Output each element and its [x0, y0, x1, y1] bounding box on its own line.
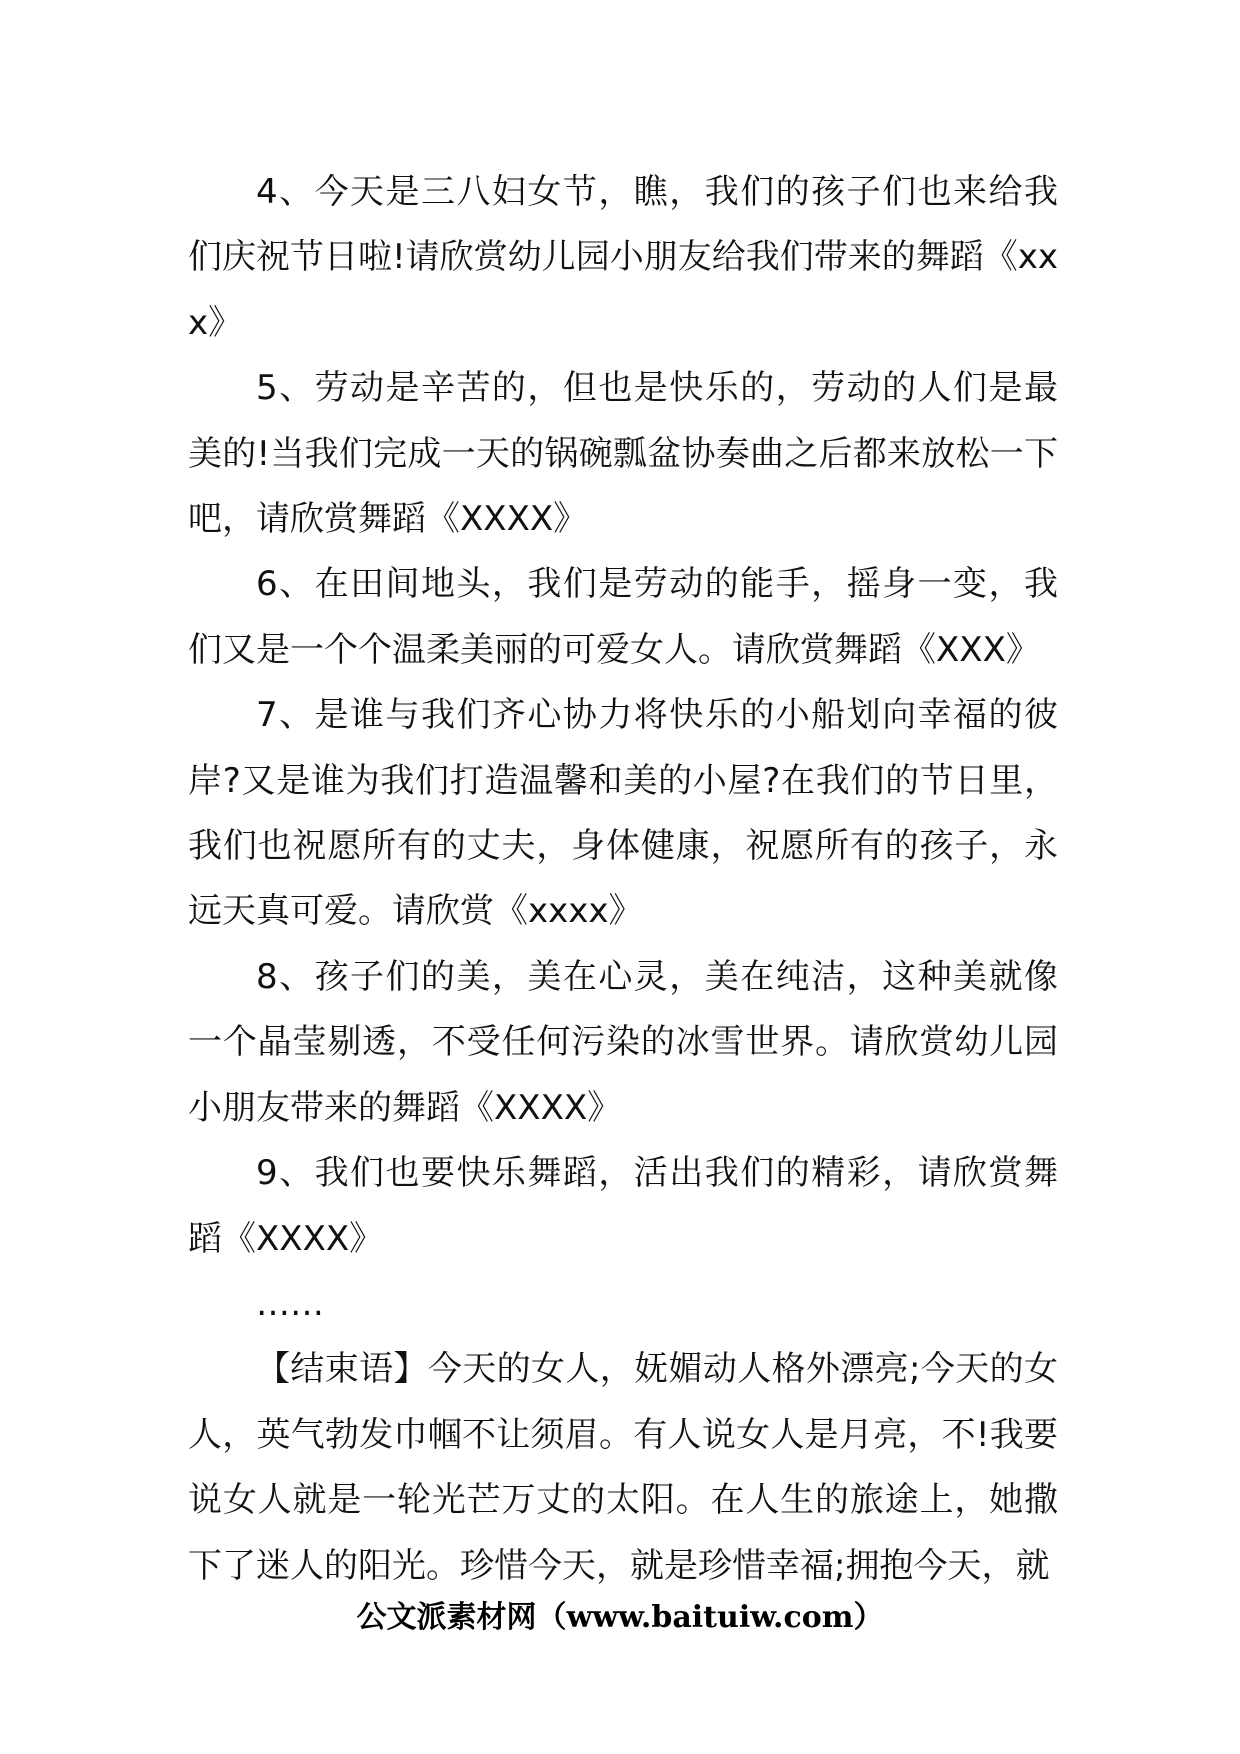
paragraph-item-9: 9、我们也要快乐舞蹈，活出我们的精彩，请欣赏舞蹈《XXXX》 — [188, 1153, 1058, 1259]
closing-remarks-paragraph: 【结束语】今天的女人，妩媚动人格外漂亮;今天的女人，英气勃发巾帼不让须眉。有人说女人是月亮，不!我要说女人就是一轮光芒万丈的太阳。在人生的旅途上，她撒下了迷人的阳光。珍惜今天，就是珍惜幸福;拥抱今天，就 — [188, 1349, 1058, 1586]
paragraph-item-7: 7、是谁与我们齐心协力将快乐的小船划向幸福的彼岸?又是谁为我们打造温馨和美的小屋?在我们的节日里，我们也祝愿所有的丈夫，身体健康，祝愿所有的孩子，永远天真可爱。请欣赏《xxxx》 — [188, 695, 1058, 932]
paragraph-item-6: 6、在田间地头，我们是劳动的能手，摇身一变，我们又是一个个温柔美丽的可爱女人。请欣赏舞蹈《XXX》 — [188, 564, 1058, 670]
ellipsis-paragraph: …… — [256, 1283, 324, 1324]
paragraph-item-8: 8、孩子们的美，美在心灵，美在纯洁，这种美就像一个晶莹剔透，不受任何污染的冰雪世界。请欣赏幼儿园小朋友带来的舞蹈《XXXX》 — [188, 956, 1058, 1128]
paragraph-item-4: 4、今天是三八妇女节，瞧，我们的孩子们也来给我们庆祝节日啦!请欣赏幼儿园小朋友给我们带来的舞蹈《xxx》 — [188, 172, 1058, 343]
document-body — [188, 160, 1058, 1599]
paragraph-item-5: 5、劳动是辛苦的，但也是快乐的，劳动的人们是最美的!当我们完成一天的锅碗瓢盆协奏曲之后都来放松一下吧，请欣赏舞蹈《XXXX》 — [188, 368, 1058, 540]
page-footer-watermark: 公文派素材网（www.baituiw.com） — [356, 1600, 884, 1635]
